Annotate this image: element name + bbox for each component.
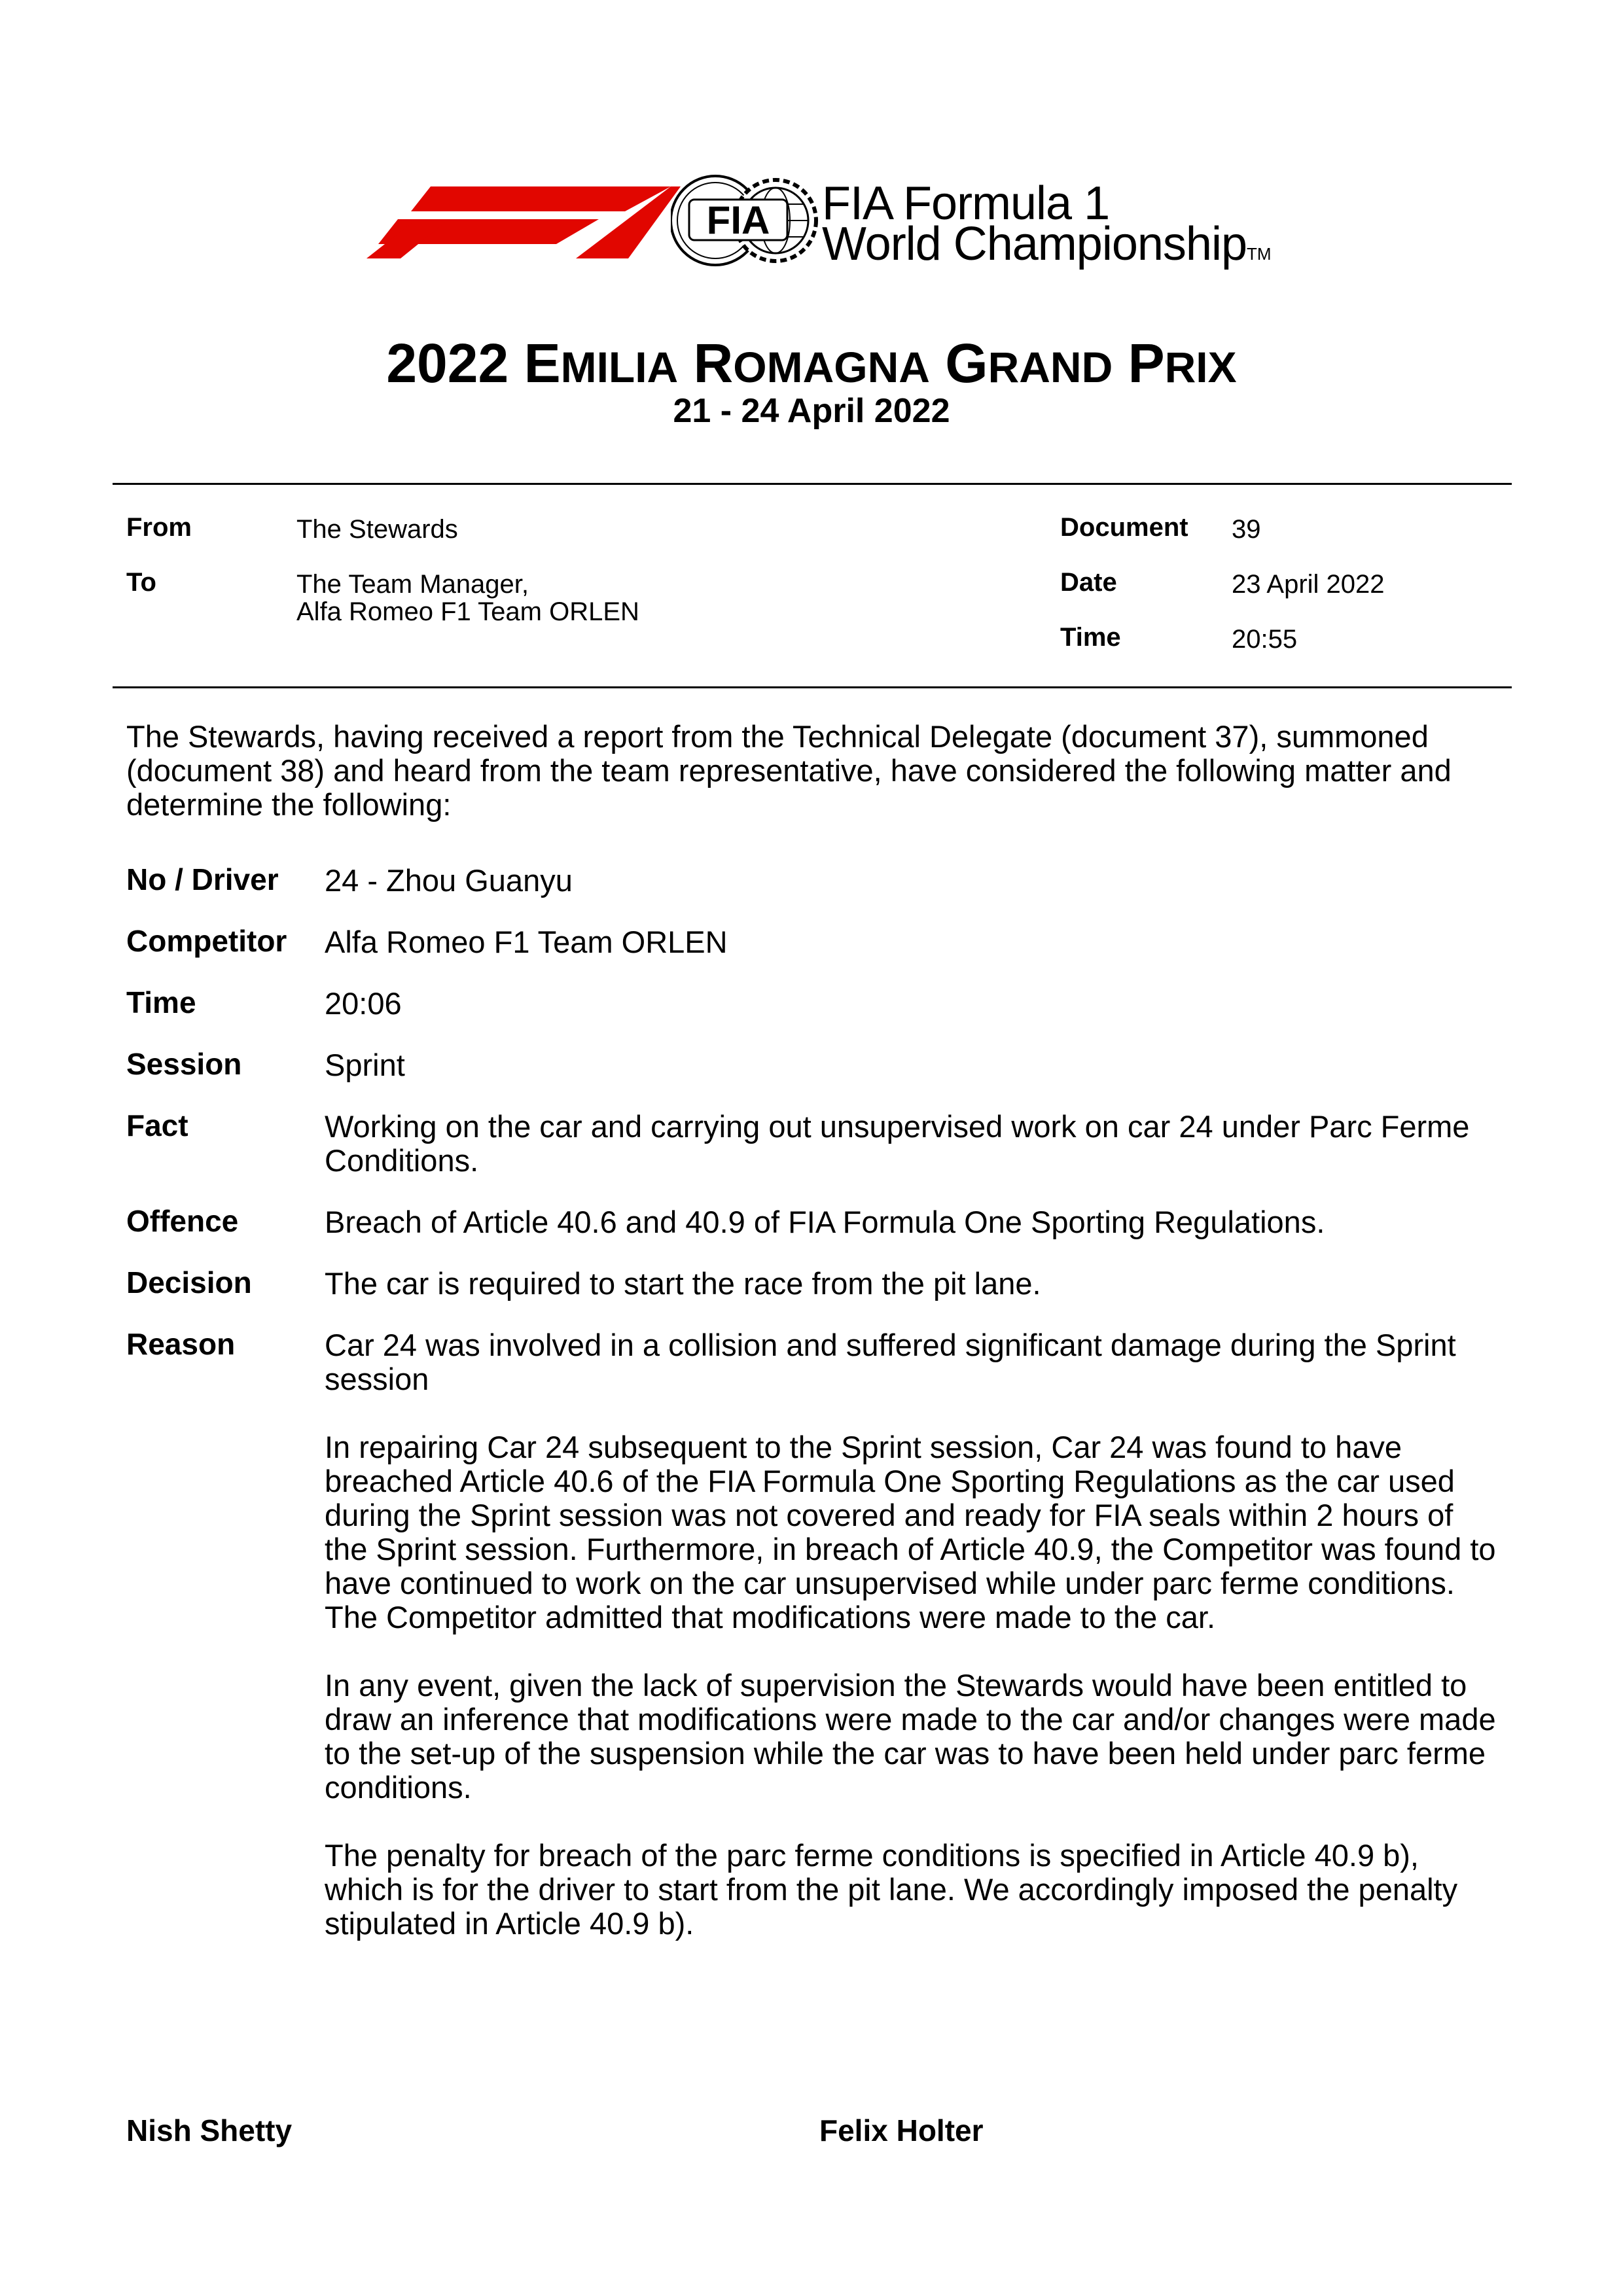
offence-label: Offence xyxy=(126,1204,239,1238)
title-word-1-rest: MILIA xyxy=(560,343,679,391)
title-word-4 xyxy=(1128,332,1237,394)
title-word-2 xyxy=(694,332,930,394)
decision-label: Decision xyxy=(126,1265,252,1299)
fia-emblem-icon xyxy=(671,168,821,273)
document-label: Document xyxy=(1060,513,1188,542)
from-label: From xyxy=(126,513,192,542)
competitor-label: Competitor xyxy=(126,924,287,958)
title-word-2-cap: R xyxy=(693,332,734,394)
from-value: The Stewards xyxy=(296,515,458,544)
title-word-3-cap: G xyxy=(945,332,988,394)
offence-value: Breach of Article 40.6 and 40.9 of FIA Formula One Sporting Regulations. xyxy=(325,1205,1325,1239)
date-label: Date xyxy=(1060,568,1117,597)
title-word-3-rest: RAND xyxy=(988,343,1113,391)
title-word-1-cap: E xyxy=(524,332,561,394)
reason-paragraph-3: In any event, given the lack of supervision the Stewards would have been entitled to draw an inference that modifications were made to the car and/or changes were made to the set-up of the suspension while the car was to have been held under parc ferme conditions. xyxy=(325,1668,1496,1805)
logo-line-2-text: World Championship xyxy=(822,218,1247,270)
title-word-4-cap: P xyxy=(1128,332,1165,394)
title-word-2-rest: OMAGNA xyxy=(733,343,930,391)
title-word-3 xyxy=(945,332,1113,394)
date-value: 23 April 2022 xyxy=(1232,570,1385,599)
svg-text:FIA: FIA xyxy=(706,198,770,242)
competitor-value: Alfa Romeo F1 Team ORLEN xyxy=(325,925,728,959)
title-word-1 xyxy=(524,332,679,394)
intro-paragraph: The Stewards, having received a report from the Technical Delegate (document 37), summoned (document 38) and heard from the team representative, have considered the following matter and determine the following: xyxy=(126,719,1452,822)
to-label: To xyxy=(126,568,156,597)
header-logo xyxy=(340,167,1322,278)
divider-bottom xyxy=(113,686,1512,688)
incident-time-value: 20:06 xyxy=(325,986,402,1021)
reason-label: Reason xyxy=(126,1327,236,1361)
title-year: 2022 xyxy=(386,332,509,394)
time-label: Time xyxy=(1060,623,1121,652)
document-number: 39 xyxy=(1232,515,1261,544)
trademark-mark: TM xyxy=(1246,244,1272,264)
f1-logo-icon xyxy=(340,173,681,272)
logo-line-2 xyxy=(822,218,1272,277)
time-value: 20:55 xyxy=(1232,625,1298,654)
fact-value: Working on the car and carrying out unsupervised work on car 24 under Parc Ferme Conditions. xyxy=(325,1109,1470,1178)
driver-value: 24 - Zhou Guanyu xyxy=(325,863,573,898)
event-dates: 21 - 24 April 2022 xyxy=(673,392,950,430)
to-line-1: The Team Manager, xyxy=(296,570,529,599)
session-value: Sprint xyxy=(325,1048,405,1082)
fact-label: Fact xyxy=(126,1108,188,1142)
reason-text xyxy=(325,1328,1503,1941)
event-title xyxy=(0,330,1623,400)
title-word-4-rest: RIX xyxy=(1164,343,1237,391)
decision-value: The car is required to start the race from the pit lane. xyxy=(325,1266,1041,1301)
session-label: Session xyxy=(126,1047,242,1081)
reason-paragraph-4: The penalty for breach of the parc ferme conditions is specified in Article 40.9 b), which is for the driver to start from the pit lane. We accordingly imposed the penalty stipulated in Article 40.9 b). xyxy=(325,1838,1458,1941)
reason-paragraph-1: Car 24 was involved in a collision and suffered significant damage during the Sprint session xyxy=(325,1328,1456,1396)
to-line-2: Alfa Romeo F1 Team ORLEN xyxy=(296,597,639,626)
driver-label: No / Driver xyxy=(126,862,279,896)
steward-signature-1: Nish Shetty xyxy=(126,2113,293,2147)
incident-time-label: Time xyxy=(126,985,196,1019)
steward-signature-2: Felix Holter xyxy=(819,2113,984,2147)
reason-paragraph-2: In repairing Car 24 subsequent to the Sprint session, Car 24 was found to have breached Article 40.6 of the FIA Formula One Sporting Regulations as the car used during the Sprint session was not covered and ready for FIA seals within 2 hours of the Sprint session. Furthermore, in breach of Article 40.9, the Competitor was found to have continued to work on the car unsupervised while under parc ferme conditions. The Competitor admitted that modifications were made to the car. xyxy=(325,1430,1496,1634)
divider-top xyxy=(113,483,1512,485)
logo-line-1: FIA Formula 1 xyxy=(822,177,1110,230)
